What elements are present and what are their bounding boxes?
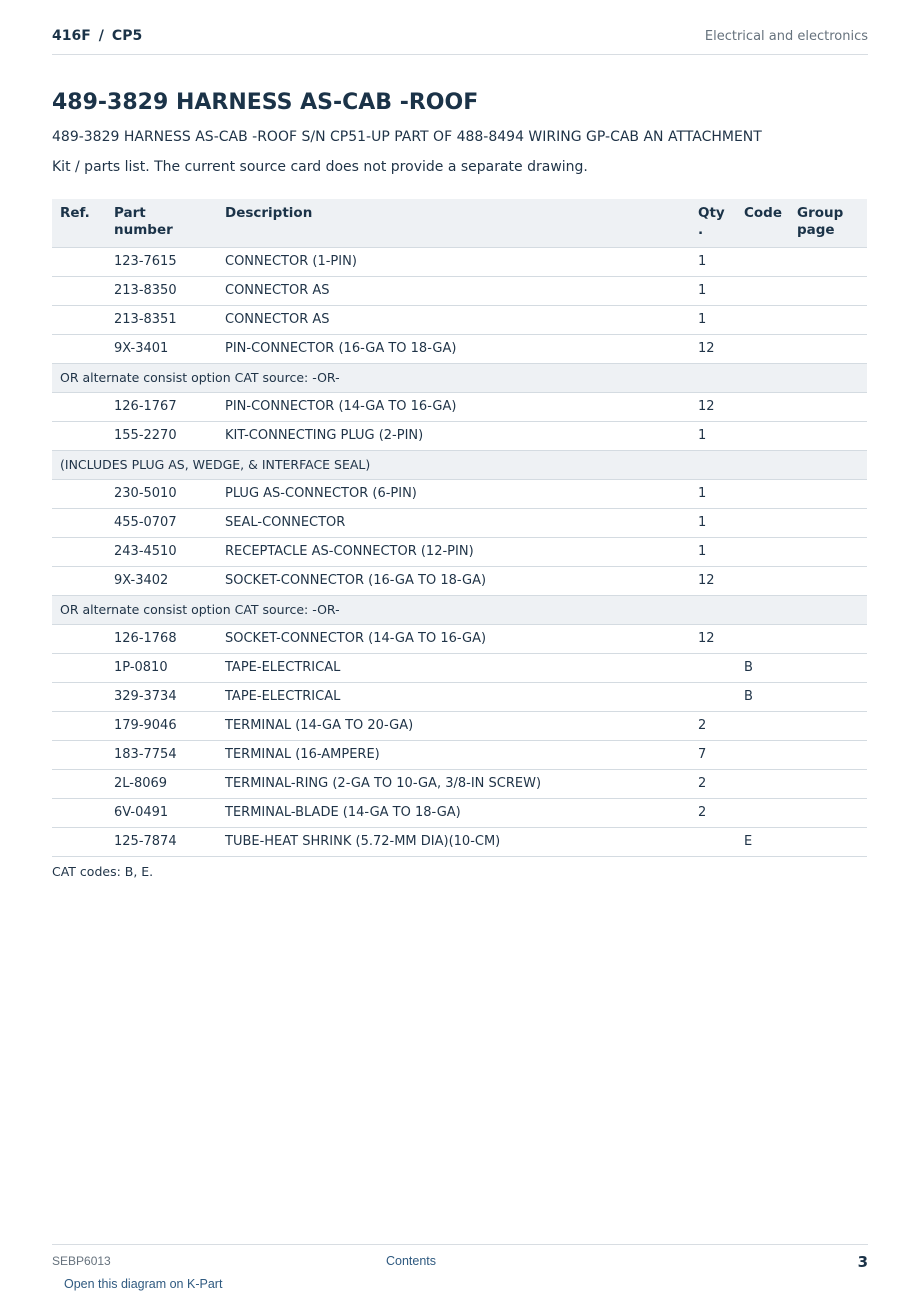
ref-cell xyxy=(52,334,106,363)
part-number-cell: 243-4510 xyxy=(106,537,217,566)
qty-cell: 1 xyxy=(690,537,736,566)
section-name: Electrical and electronics xyxy=(704,29,868,44)
code-cell xyxy=(736,305,789,334)
table-row xyxy=(52,827,867,856)
description-cell: CONNECTOR (1-PIN) xyxy=(217,247,690,276)
cat-codes-note: CAT codes: B, E. xyxy=(52,864,154,879)
code-cell xyxy=(736,740,789,769)
header-part-number: Part number xyxy=(106,199,217,247)
source-note: Kit / parts list. The current source card does not provide a separate drawing. xyxy=(52,159,588,175)
note-cell: OR alternate consist option CAT source: -OR- xyxy=(52,595,867,624)
code-cell xyxy=(736,421,789,450)
group-page-cell xyxy=(789,653,867,682)
part-number-cell: 155-2270 xyxy=(106,421,217,450)
group-page-cell xyxy=(789,421,867,450)
ref-cell xyxy=(52,537,106,566)
ref-cell xyxy=(52,798,106,827)
ref-cell xyxy=(52,682,106,711)
description-cell: PIN-CONNECTOR (14-GA TO 16-GA) xyxy=(217,392,690,421)
document-id: SEBP6013 xyxy=(52,1254,111,1268)
group-page-cell xyxy=(789,769,867,798)
ref-cell xyxy=(52,711,106,740)
model-separator: / xyxy=(98,28,104,44)
qty-cell: 2 xyxy=(690,798,736,827)
group-page-cell xyxy=(789,508,867,537)
description-cell: TUBE-HEAT SHRINK (5.72-MM DIA)(10-CM) xyxy=(217,827,690,856)
group-page-cell xyxy=(789,276,867,305)
group-page-cell xyxy=(789,740,867,769)
part-number-cell: 123-7615 xyxy=(106,247,217,276)
table-row xyxy=(52,247,867,276)
code-cell: B xyxy=(736,682,789,711)
table-row xyxy=(52,334,867,363)
table-row xyxy=(52,421,867,450)
table-row xyxy=(52,682,867,711)
page-subtitle: 489-3829 HARNESS AS-CAB -ROOF S/N CP51-UP PART OF 488-8494 WIRING GP-CAB AN ATTACHMENT xyxy=(52,129,762,145)
description-cell: SOCKET-CONNECTOR (16-GA TO 18-GA) xyxy=(217,566,690,595)
part-number-cell: 455-0707 xyxy=(106,508,217,537)
table-row xyxy=(52,798,867,827)
qty-cell: 12 xyxy=(690,566,736,595)
description-cell: PLUG AS-CONNECTOR (6-PIN) xyxy=(217,479,690,508)
table-row xyxy=(52,392,867,421)
description-cell: SEAL-CONNECTOR xyxy=(217,508,690,537)
description-cell: TAPE-ELECTRICAL xyxy=(217,682,690,711)
code-cell xyxy=(736,392,789,421)
code-cell xyxy=(736,508,789,537)
part-number-cell: 183-7754 xyxy=(106,740,217,769)
part-number-cell: 2L-8069 xyxy=(106,769,217,798)
group-page-cell xyxy=(789,479,867,508)
group-page-cell xyxy=(789,624,867,653)
qty-cell: 1 xyxy=(690,508,736,537)
qty-cell xyxy=(690,682,736,711)
group-page-cell xyxy=(789,334,867,363)
qty-cell: 1 xyxy=(690,421,736,450)
qty-cell: 2 xyxy=(690,711,736,740)
group-page-cell xyxy=(789,827,867,856)
model-name: 416F xyxy=(52,28,91,44)
header-description: Description xyxy=(217,199,690,247)
description-cell: TERMINAL (14-GA TO 20-GA) xyxy=(217,711,690,740)
qty-cell xyxy=(690,653,736,682)
part-number-cell: 1P-0810 xyxy=(106,653,217,682)
code-cell xyxy=(736,276,789,305)
page-title: 489-3829 HARNESS AS-CAB -ROOF xyxy=(52,90,479,115)
part-number-cell: 126-1767 xyxy=(106,392,217,421)
serial-prefix: CP5 xyxy=(111,28,143,44)
ref-cell xyxy=(52,305,106,334)
table-row xyxy=(52,537,867,566)
code-cell xyxy=(736,247,789,276)
part-number-cell: 6V-0491 xyxy=(106,798,217,827)
group-page-cell xyxy=(789,392,867,421)
code-cell xyxy=(736,537,789,566)
part-number-cell: 213-8351 xyxy=(106,305,217,334)
qty-cell: 1 xyxy=(690,305,736,334)
parts-table xyxy=(52,199,867,857)
ref-cell xyxy=(52,421,106,450)
table-row xyxy=(52,479,867,508)
qty-cell xyxy=(690,827,736,856)
table-header-row xyxy=(52,199,867,247)
description-cell: TAPE-ELECTRICAL xyxy=(217,653,690,682)
ref-cell xyxy=(52,392,106,421)
ref-cell xyxy=(52,247,106,276)
ref-cell xyxy=(52,653,106,682)
page-footer xyxy=(52,1244,868,1275)
header-qty xyxy=(690,199,736,247)
part-number-cell: 230-5010 xyxy=(106,479,217,508)
page-header xyxy=(52,28,868,55)
table-row xyxy=(52,276,867,305)
code-cell: E xyxy=(736,827,789,856)
part-number-cell: 125-7874 xyxy=(106,827,217,856)
header-qty-line1: Qty xyxy=(698,205,725,221)
qty-cell: 1 xyxy=(690,479,736,508)
ref-cell xyxy=(52,740,106,769)
contents-link[interactable]: Contents xyxy=(386,1254,437,1268)
code-cell xyxy=(736,798,789,827)
kpart-link[interactable]: Open this diagram on K-Part xyxy=(64,1277,223,1291)
part-number-cell: 126-1768 xyxy=(106,624,217,653)
header-group-line1: Group xyxy=(797,205,844,221)
description-cell: TERMINAL (16-AMPERE) xyxy=(217,740,690,769)
part-number-cell: 213-8350 xyxy=(106,276,217,305)
group-page-cell xyxy=(789,305,867,334)
table-row xyxy=(52,711,867,740)
page-number: 3 xyxy=(857,1253,868,1271)
code-cell xyxy=(736,566,789,595)
group-page-cell xyxy=(789,798,867,827)
description-cell: SOCKET-CONNECTOR (14-GA TO 16-GA) xyxy=(217,624,690,653)
model-serial xyxy=(52,28,142,44)
group-page-cell xyxy=(789,247,867,276)
description-cell: KIT-CONNECTING PLUG (2-PIN) xyxy=(217,421,690,450)
description-cell: TERMINAL-BLADE (14-GA TO 18-GA) xyxy=(217,798,690,827)
group-page-cell xyxy=(789,566,867,595)
header-group-page xyxy=(789,199,867,247)
qty-cell: 1 xyxy=(690,276,736,305)
part-number-cell: 179-9046 xyxy=(106,711,217,740)
description-cell: PIN-CONNECTOR (16-GA TO 18-GA) xyxy=(217,334,690,363)
table-row xyxy=(52,653,867,682)
note-cell: OR alternate consist option CAT source: -OR- xyxy=(52,363,867,392)
qty-cell: 12 xyxy=(690,334,736,363)
header-ref: Ref. xyxy=(52,199,106,247)
code-cell: B xyxy=(736,653,789,682)
header-group-line2: page xyxy=(797,222,835,238)
description-cell: TERMINAL-RING (2-GA TO 10-GA, 3/8-IN SCREW) xyxy=(217,769,690,798)
group-page-cell xyxy=(789,711,867,740)
description-cell: CONNECTOR AS xyxy=(217,276,690,305)
parts-table-body xyxy=(52,247,867,856)
ref-cell xyxy=(52,769,106,798)
qty-cell: 2 xyxy=(690,769,736,798)
ref-cell xyxy=(52,624,106,653)
ref-cell xyxy=(52,508,106,537)
ref-cell xyxy=(52,479,106,508)
table-row xyxy=(52,305,867,334)
qty-cell: 7 xyxy=(690,740,736,769)
description-cell: RECEPTACLE AS-CONNECTOR (12-PIN) xyxy=(217,537,690,566)
code-cell xyxy=(736,479,789,508)
group-page-cell xyxy=(789,682,867,711)
qty-cell: 12 xyxy=(690,624,736,653)
code-cell xyxy=(736,769,789,798)
table-row xyxy=(52,769,867,798)
qty-cell: 12 xyxy=(690,392,736,421)
part-number-cell: 9X-3401 xyxy=(106,334,217,363)
ref-cell xyxy=(52,827,106,856)
table-note-row xyxy=(52,595,867,624)
code-cell xyxy=(736,334,789,363)
part-number-cell: 9X-3402 xyxy=(106,566,217,595)
header-qty-line2: . xyxy=(698,222,704,238)
qty-cell: 1 xyxy=(690,247,736,276)
description-cell: CONNECTOR AS xyxy=(217,305,690,334)
table-row xyxy=(52,508,867,537)
ref-cell xyxy=(52,276,106,305)
note-cell: (INCLUDES PLUG AS, WEDGE, & INTERFACE SEAL) xyxy=(52,450,867,479)
table-row xyxy=(52,740,867,769)
table-note-row xyxy=(52,450,867,479)
part-number-cell: 329-3734 xyxy=(106,682,217,711)
code-cell xyxy=(736,711,789,740)
group-page-cell xyxy=(789,537,867,566)
table-note-row xyxy=(52,363,867,392)
ref-cell xyxy=(52,566,106,595)
table-row xyxy=(52,566,867,595)
code-cell xyxy=(736,624,789,653)
header-code: Code xyxy=(736,199,789,247)
table-row xyxy=(52,624,867,653)
